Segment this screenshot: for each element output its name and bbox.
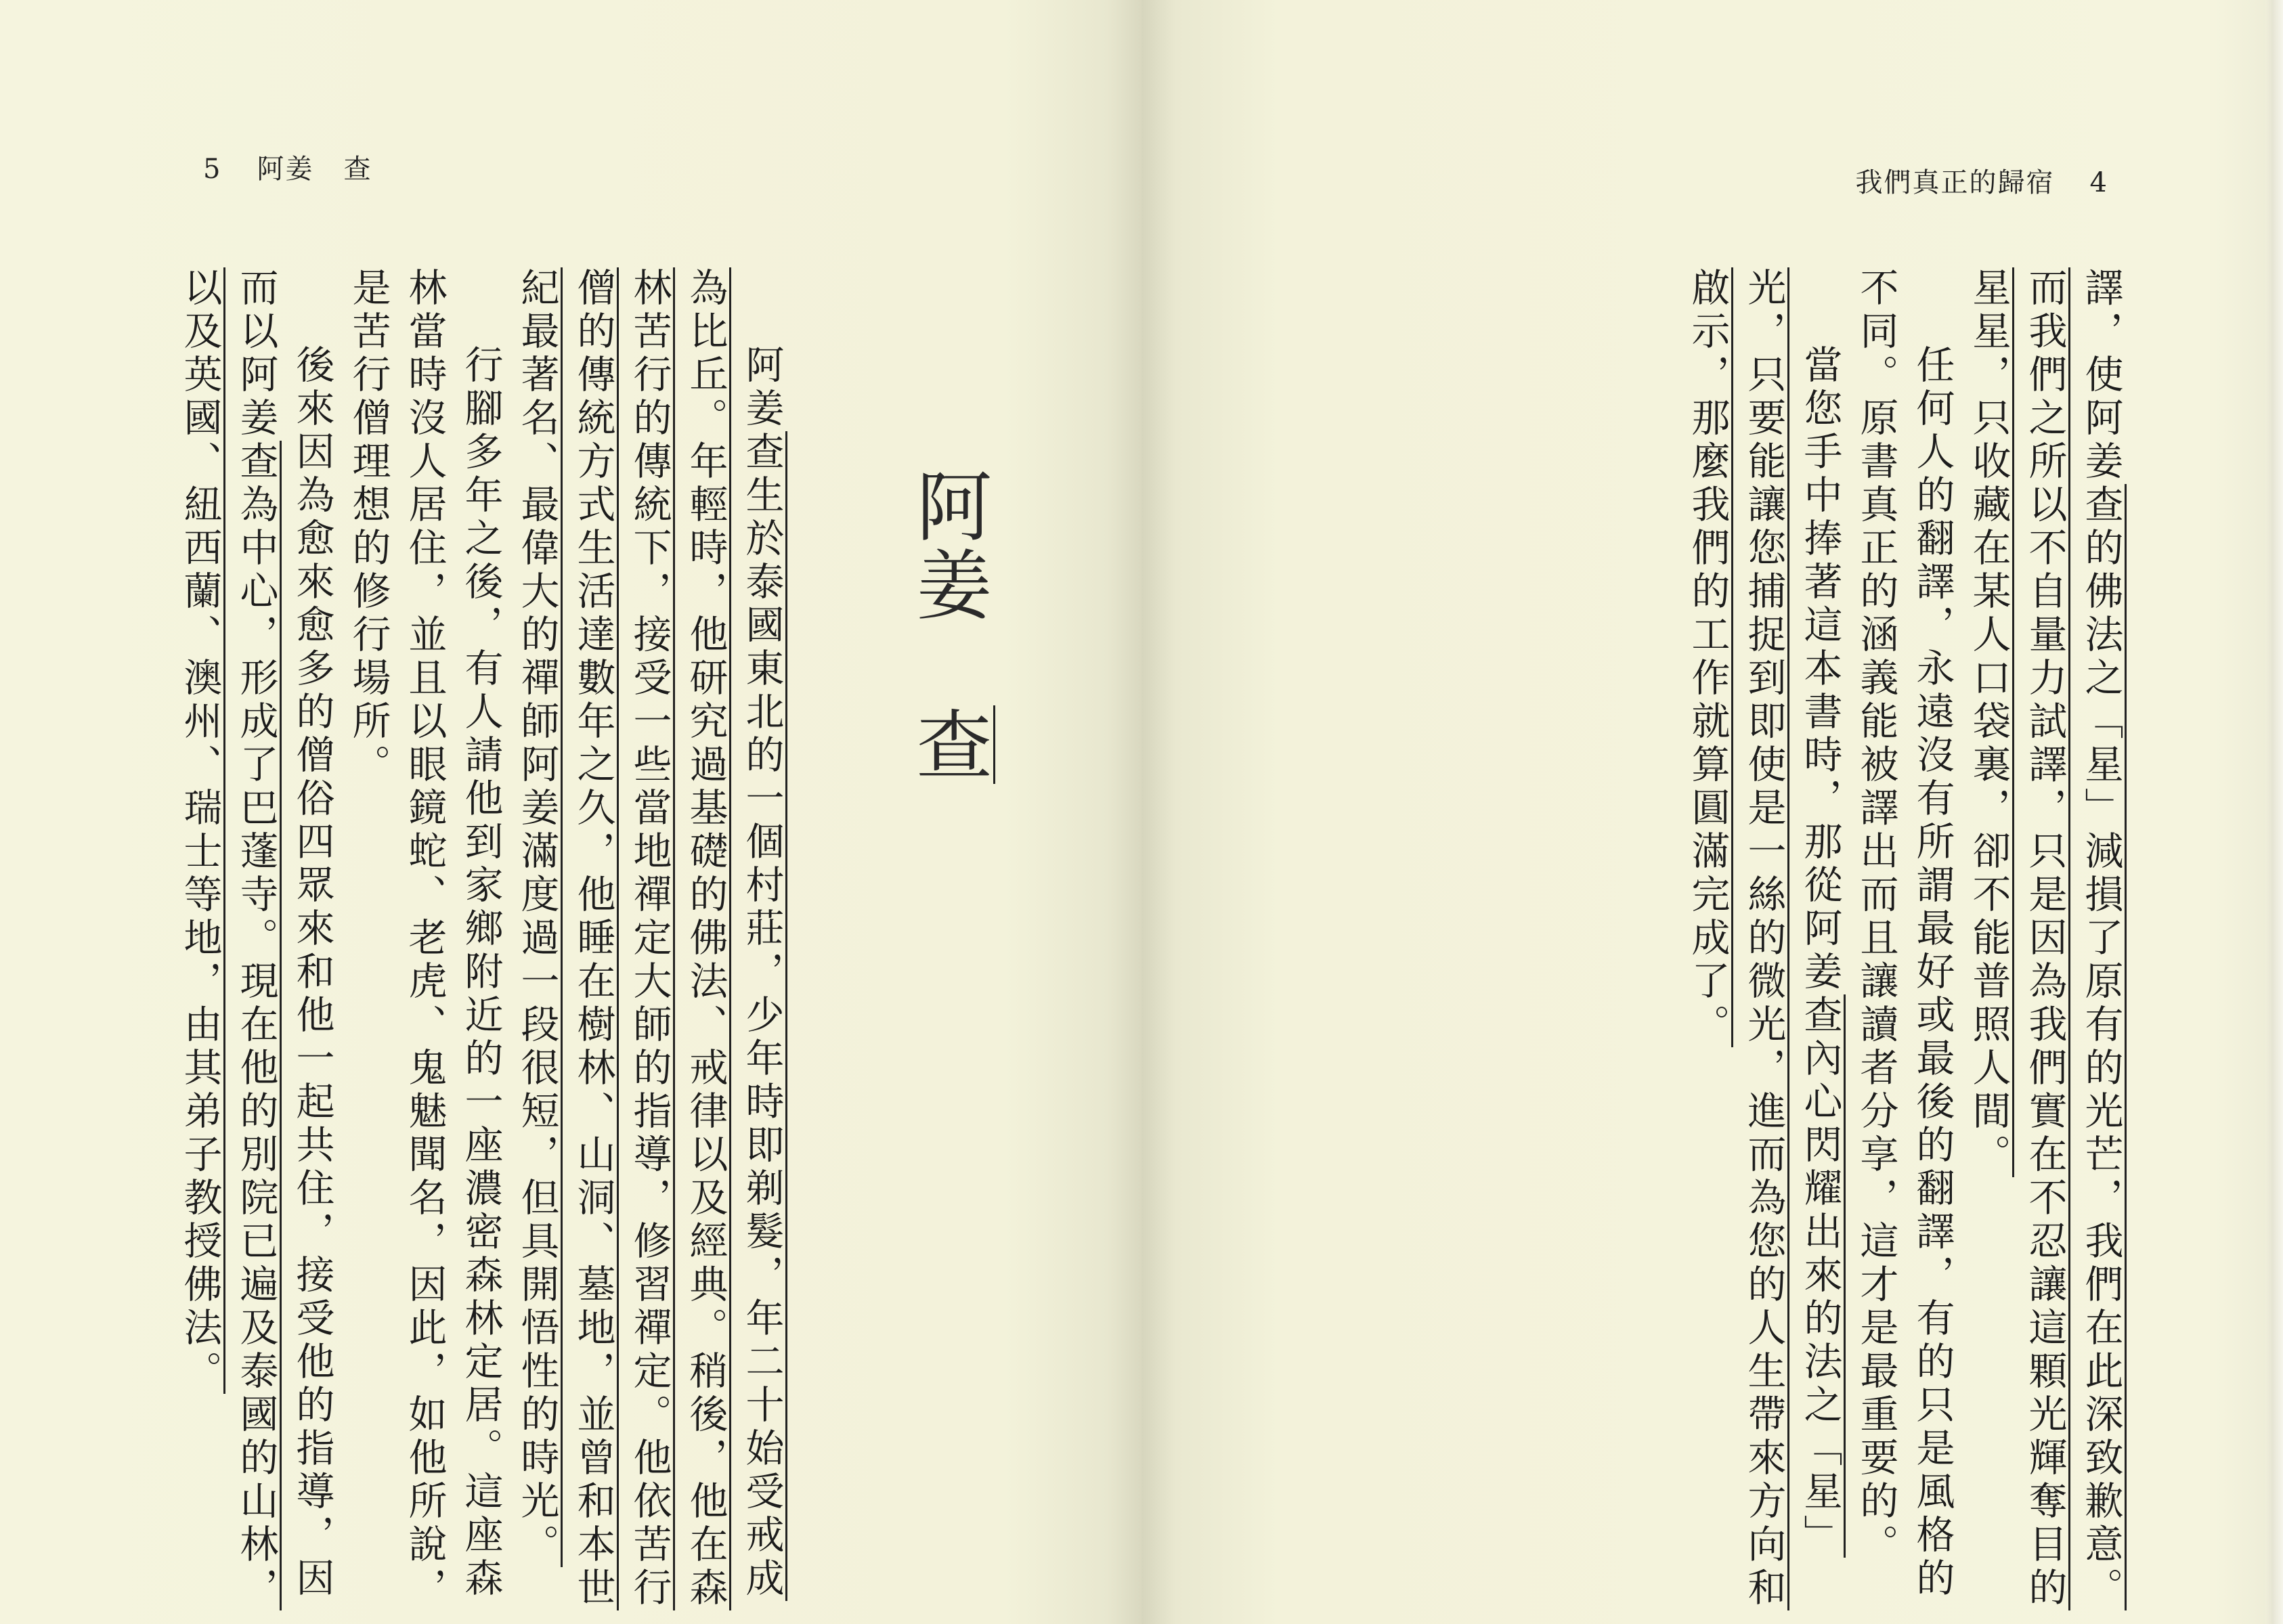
text-run: 查的佛法之「星」減損了原有的光芒，我們在此深致歉意。而我們之所以不自量力試譯，只是因為我們實在不忍讓這顆光輝奪目的星星，只收藏在某人口袋裏，卻不能普照人間。: [1966, 267, 2127, 1610]
page-edge: [2265, 0, 2283, 1624]
left-page-body: [171, 267, 789, 1621]
left-paragraph-3: [171, 267, 340, 1621]
right-page-body: [1679, 267, 2129, 1621]
text-run: 阿姜: [739, 345, 784, 431]
chapter-title-part-2: 查: [904, 705, 995, 784]
right-page-header: [1856, 161, 2108, 200]
text-run: 紐西蘭、: [177, 484, 225, 657]
left-header-title-1: 阿姜: [257, 154, 314, 185]
text-run: 泰國的山林，以及: [177, 267, 282, 1610]
text-run: 行腳多年之後，有人請他到家鄉附近的一座濃密森林定居。這座森林當時沒人居住，並且以眼鏡蛇、老虎、鬼魅聞名，因此，如他所說，是苦行僧理想的修行場所。: [346, 267, 503, 1610]
text-run: 查生於泰國東北的一個村莊，少年時即剃髮，年二十始受戒成為比丘。年輕時，他研究過基礎的佛法、戒律以及經典。稍後，他在森林苦行的傳統下，接受一些當地禪定大師的指導，修習禪定。他依苦行僧的傳統方式生活達數年之久，他睡在樹林、山洞、墓地，並曾和本世紀最著名、最偉大的禪師阿姜: [515, 267, 787, 1610]
text-run: 後來因為愈來愈多的僧俗四眾來和他一起共住，接受他的指導，因而以阿姜: [234, 267, 334, 1601]
right-page: [1142, 0, 2283, 1624]
chapter-title: [894, 467, 1003, 784]
text-run: 譯，使阿姜: [2079, 267, 2123, 484]
text-run: 瑞士等地，由其弟子教授佛法。: [177, 787, 225, 1394]
left-paragraph-1: [508, 267, 789, 1621]
right-paragraph-2: [1848, 267, 1960, 1621]
right-paragraph-3: [1679, 267, 1848, 1621]
text-run: 澳州、: [177, 657, 225, 787]
text-run: 滿度過一段很短，但具開悟性的時光。: [515, 831, 563, 1567]
text-run: 英國、: [177, 354, 225, 484]
left-paragraph-2: [340, 267, 508, 1621]
right-paragraph-1: [1960, 267, 2129, 1621]
text-run: 巴蓬寺。現在他的別院已遍及: [234, 787, 282, 1351]
left-page-header: [203, 148, 372, 186]
left-page-number: 5: [203, 154, 222, 185]
text-run: 查內心閃耀出來的法之「星」光，只要能讓您捕捉到即使是一絲的微光，進而為您的人生帶來方向和啟示，那麼我們的工作就算圓滿完成了。: [1685, 267, 1846, 1610]
right-header-title: 我們真正的歸宿: [1855, 167, 2055, 198]
right-page-number: 4: [2089, 167, 2108, 198]
text-run: 當您手中捧著這本書時，那從阿姜: [1798, 345, 1842, 994]
text-run: 任何人的翻譯，永遠沒有所謂最好或最後的翻譯，有的只是風格的不同。原書真正的涵義能被譯出而且讓讀者分享，這才是最重要的。: [1854, 267, 1955, 1601]
left-header-title-2: 查: [343, 154, 372, 185]
chapter-title-part-1: 阿姜: [904, 467, 992, 624]
text-run: 查為中心，形成了: [234, 441, 282, 787]
